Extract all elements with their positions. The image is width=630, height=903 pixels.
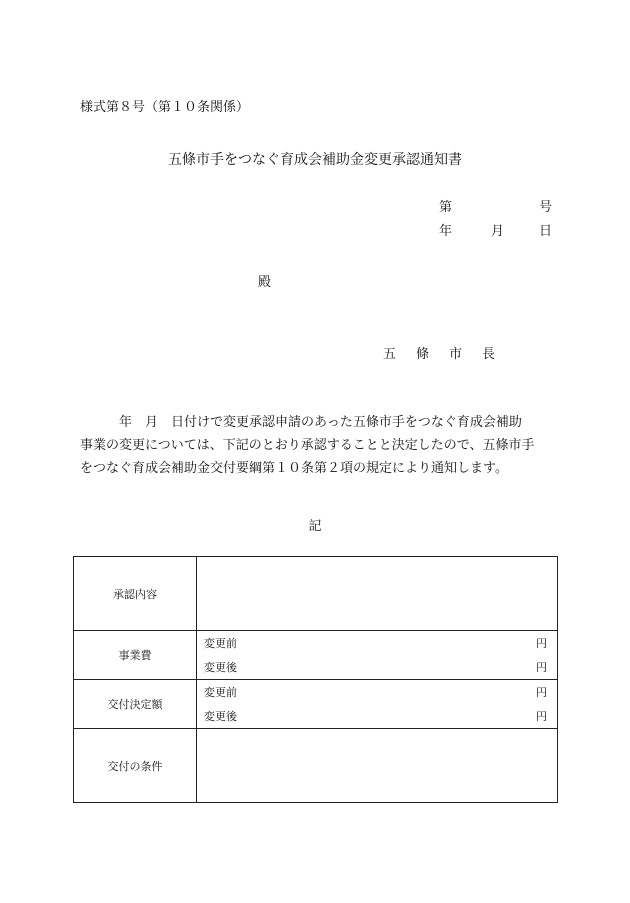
notice-body <box>80 411 560 480</box>
grant-amount-after <box>197 704 557 728</box>
doc-number-go: 号 <box>539 200 553 215</box>
project-cost-after <box>197 655 557 679</box>
approval-table <box>73 556 558 803</box>
body-line: をつなぐ育成会補助金交付要綱第１０条第２項の規定により通知します。 <box>80 461 508 476</box>
conditions-label: 交付の条件 <box>74 729 197 803</box>
issuer-char: 條 <box>416 347 430 362</box>
conditions-row <box>74 729 558 803</box>
issuer-char: 市 <box>449 347 463 362</box>
approval-content-label: 承認内容 <box>74 557 197 631</box>
yen-unit: 円 <box>536 710 547 723</box>
before-label: 変更前 <box>204 637 237 650</box>
grant-amount-label: 交付決定額 <box>74 680 197 729</box>
ki-heading: 記 <box>308 519 322 534</box>
project-cost-label: 事業費 <box>74 631 197 680</box>
body-line: 事業の変更については、下記のとおり承認することと決定したので、五條市手 <box>80 438 535 453</box>
yen-unit: 円 <box>536 637 547 650</box>
issuer-name <box>383 343 495 362</box>
date-day: 日 <box>539 224 553 239</box>
grant-amount-value <box>197 680 558 729</box>
conditions-value <box>197 729 558 803</box>
date-month: 月 <box>491 224 505 239</box>
approval-content-row <box>74 557 558 631</box>
before-label: 変更前 <box>204 686 237 699</box>
approval-content-value <box>197 557 558 631</box>
after-label: 変更後 <box>204 661 237 674</box>
body-line: 年 月 日付けで変更承認申請のあった五條市手をつなぐ育成会補助 <box>119 415 522 430</box>
project-cost-row <box>74 631 558 680</box>
grant-amount-row <box>74 680 558 729</box>
recipient-suffix: 殿 <box>258 275 272 290</box>
issuer-char: 五 <box>383 347 397 362</box>
yen-unit: 円 <box>536 661 547 674</box>
doc-number-dai: 第 <box>439 200 453 215</box>
document-title: 五條市手をつなぐ育成会補助金変更承認通知書 <box>168 152 462 168</box>
issuer-char: 長 <box>482 347 496 362</box>
project-cost-before <box>197 631 557 655</box>
grant-amount-before <box>197 680 557 704</box>
form-number: 様式第８号（第１０条関係） <box>80 100 250 115</box>
yen-unit: 円 <box>536 686 547 699</box>
project-cost-value <box>197 631 558 680</box>
date-year: 年 <box>439 224 453 239</box>
after-label: 変更後 <box>204 710 237 723</box>
